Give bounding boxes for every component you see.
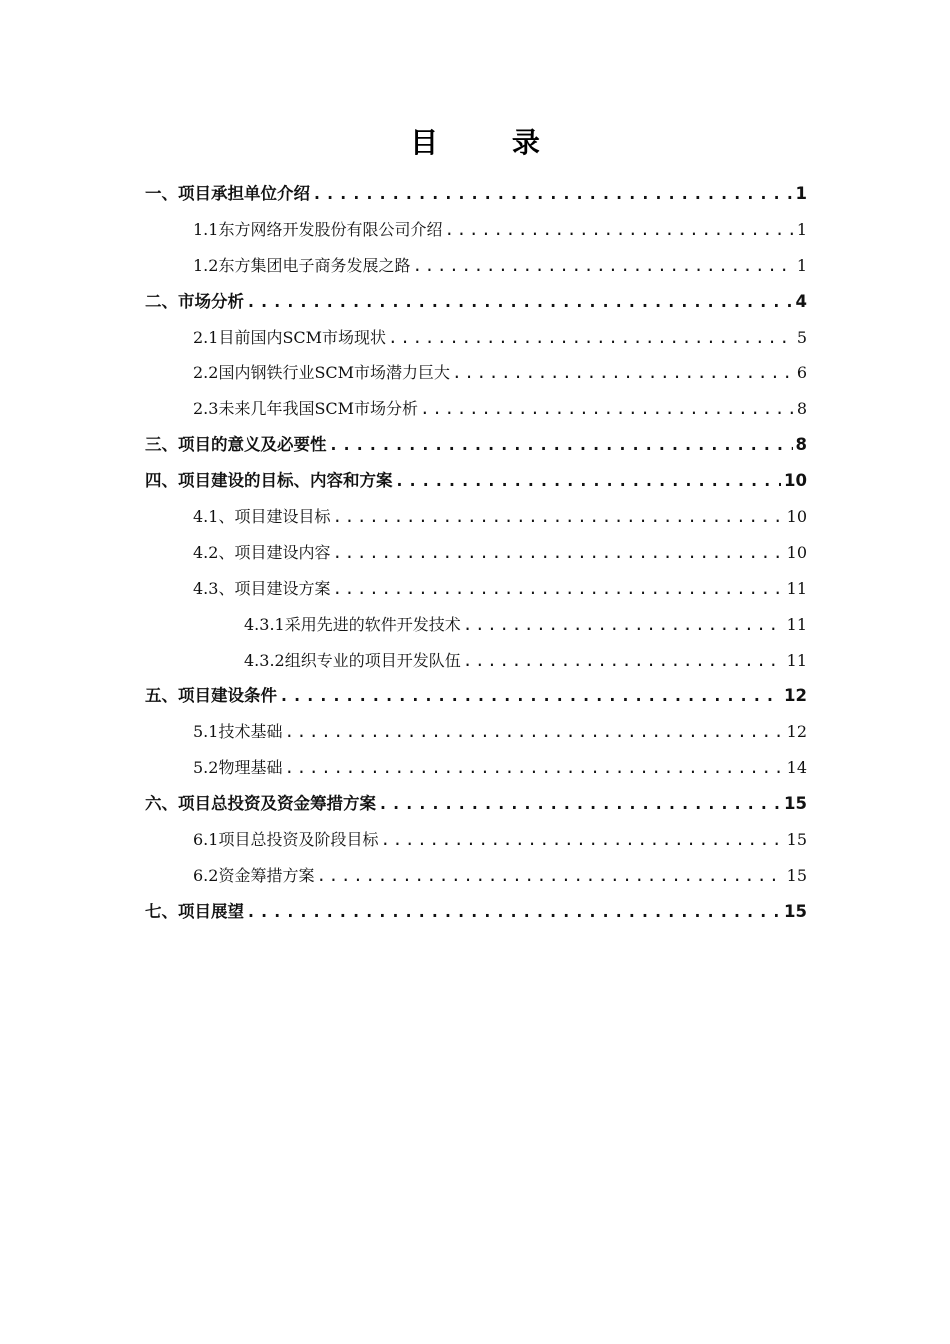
toc-entry-text: 2.2国内钢铁行业SCM市场潜力巨大 xyxy=(193,363,451,383)
toc-title: 目 录 xyxy=(410,126,572,159)
toc-leader-dots xyxy=(332,535,783,571)
toc-entry[interactable] xyxy=(145,176,807,212)
toc-page-number: 15 xyxy=(786,865,807,885)
toc-entry[interactable] xyxy=(145,894,807,930)
toc-leader-dots xyxy=(395,463,782,499)
toc-page-number: 10 xyxy=(784,471,807,491)
toc-entry[interactable] xyxy=(145,786,807,822)
toc-entry-text: 一、项目承担单位介绍 xyxy=(145,184,310,203)
toc-entry[interactable] xyxy=(145,607,807,643)
toc-leader-dots xyxy=(279,678,781,714)
toc-entry-text: 1.2东方集团电子商务发展之路 xyxy=(193,255,411,275)
toc-entry-text: 5.2物理基础 xyxy=(193,758,283,778)
toc-leader-dots xyxy=(444,212,793,248)
toc-leader-dots xyxy=(316,858,783,894)
toc-entry-text: 七、项目展望 xyxy=(145,901,244,921)
toc-entry[interactable] xyxy=(145,427,807,463)
table-of-contents xyxy=(145,176,807,930)
toc-page-number: 15 xyxy=(784,901,807,921)
toc-entry-text: 1.1东方网络开发股份有限公司介绍 xyxy=(193,219,443,239)
toc-entry[interactable] xyxy=(145,463,807,499)
toc-leader-dots xyxy=(329,427,793,463)
toc-entry-text: 二、市场分析 xyxy=(145,291,244,311)
toc-leader-dots xyxy=(412,248,793,284)
toc-page-number: 15 xyxy=(784,794,807,814)
toc-entry[interactable] xyxy=(145,822,807,858)
toc-entry[interactable] xyxy=(145,284,807,320)
toc-entry-text: 五、项目建设条件 xyxy=(145,686,277,706)
toc-entry-text: 4.3、项目建设方案 xyxy=(193,578,331,598)
toc-leader-dots xyxy=(380,822,783,858)
toc-leader-dots xyxy=(463,607,784,643)
toc-entry-text: 6.2资金筹措方案 xyxy=(193,865,315,885)
toc-page-number: 1 xyxy=(796,255,807,275)
toc-page-number: 10 xyxy=(786,542,807,562)
toc-entry-text: 四、项目建设的目标、内容和方案 xyxy=(145,471,393,491)
toc-leader-dots xyxy=(284,750,783,786)
toc-page-number: 12 xyxy=(786,722,807,742)
toc-entry-text: 6.1项目总投资及阶段目标 xyxy=(193,830,379,850)
toc-entry-text: 六、项目总投资及资金筹措方案 xyxy=(145,794,376,814)
toc-page-number: 10 xyxy=(786,507,807,527)
toc-page-number: 1 xyxy=(796,219,807,239)
toc-leader-dots xyxy=(246,894,781,930)
toc-leader-dots xyxy=(378,786,781,822)
toc-entry[interactable] xyxy=(145,212,807,248)
toc-page-number: 8 xyxy=(795,435,807,455)
toc-entry-text: 2.3未来几年我国SCM市场分析 xyxy=(193,399,419,419)
toc-leader-dots xyxy=(420,391,794,427)
toc-entry[interactable] xyxy=(145,499,807,535)
toc-leader-dots xyxy=(452,355,794,391)
toc-entry[interactable] xyxy=(145,355,807,391)
toc-page-number: 11 xyxy=(786,578,807,598)
toc-entry-text: 2.1目前国内SCM市场现状 xyxy=(193,327,387,347)
toc-entry[interactable] xyxy=(145,714,807,750)
toc-entry[interactable] xyxy=(145,571,807,607)
toc-leader-dots xyxy=(312,176,793,212)
toc-entry-text: 4.3.2组织专业的项目开发队伍 xyxy=(244,650,461,670)
toc-page-number: 4 xyxy=(795,291,807,311)
toc-leader-dots xyxy=(284,714,783,750)
toc-entry[interactable] xyxy=(145,750,807,786)
toc-entry-text: 5.1技术基础 xyxy=(193,722,283,742)
toc-entry[interactable] xyxy=(145,535,807,571)
toc-entry[interactable] xyxy=(145,391,807,427)
toc-page-number: 8 xyxy=(796,399,807,419)
toc-entry[interactable] xyxy=(145,678,807,714)
toc-entry[interactable] xyxy=(145,320,807,356)
toc-page-number: 12 xyxy=(784,686,807,706)
toc-page-number: 6 xyxy=(796,363,807,383)
toc-leader-dots xyxy=(388,320,794,356)
toc-page-number: 11 xyxy=(786,614,807,634)
toc-page-number: 1 xyxy=(795,184,807,203)
toc-page-number: 14 xyxy=(786,758,807,778)
toc-leader-dots xyxy=(332,499,783,535)
toc-page-number: 5 xyxy=(796,327,807,347)
toc-entry-text: 4.3.1采用先进的软件开发技术 xyxy=(244,614,461,634)
toc-entry[interactable] xyxy=(145,248,807,284)
toc-entry[interactable] xyxy=(145,858,807,894)
toc-leader-dots xyxy=(332,571,783,607)
toc-leader-dots xyxy=(463,643,784,679)
toc-leader-dots xyxy=(246,284,793,320)
toc-entry-text: 4.2、项目建设内容 xyxy=(193,542,331,562)
toc-entry-text: 三、项目的意义及必要性 xyxy=(145,435,327,455)
toc-page-number: 15 xyxy=(786,830,807,850)
toc-entry-text: 4.1、项目建设目标 xyxy=(193,507,331,527)
toc-entry[interactable] xyxy=(145,643,807,679)
toc-page-number: 11 xyxy=(786,650,807,670)
